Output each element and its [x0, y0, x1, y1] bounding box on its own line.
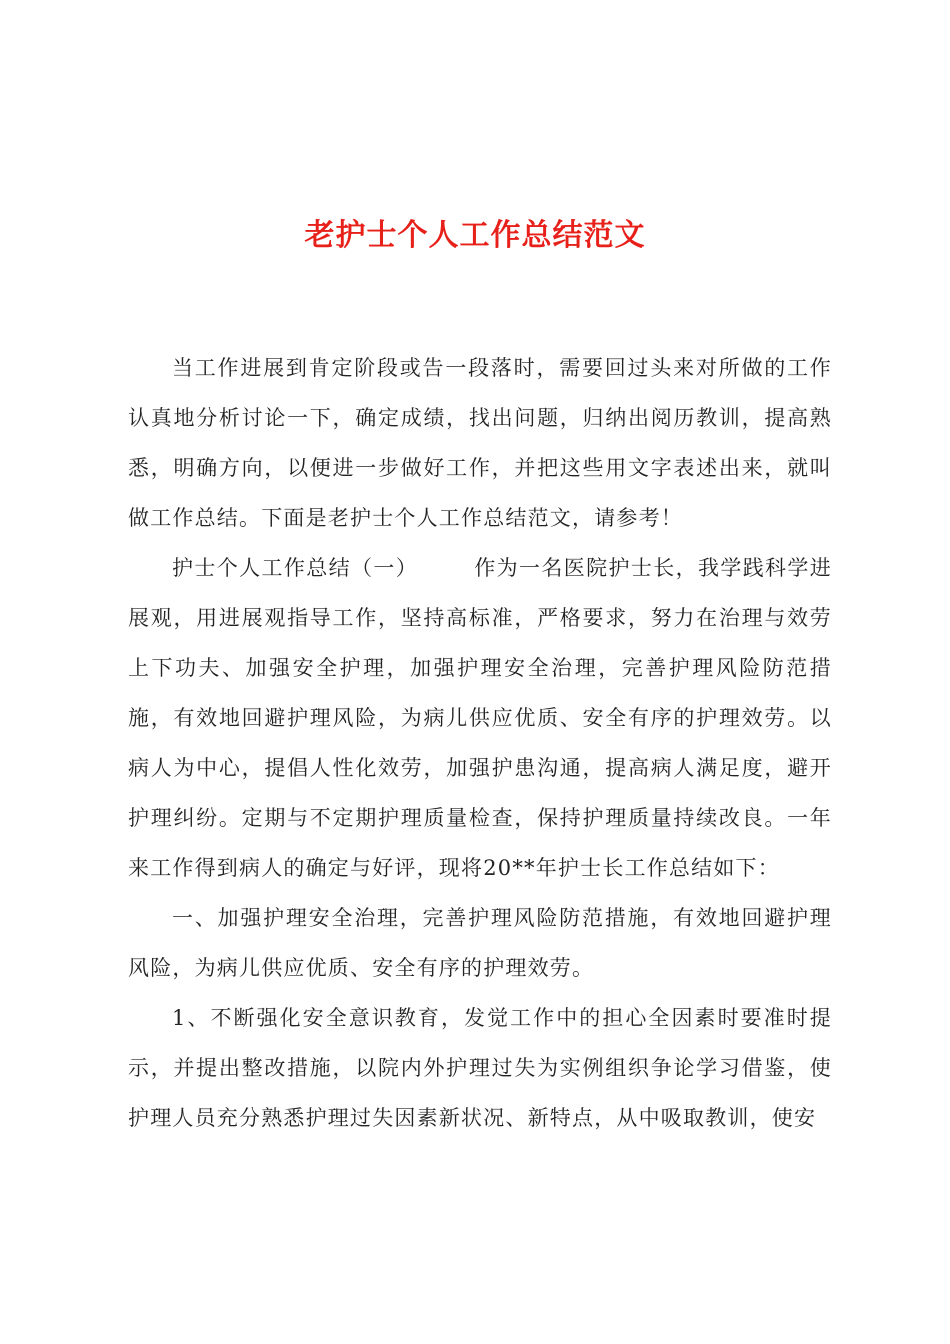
section1-paragraph — [128, 543, 832, 893]
document-body — [128, 343, 832, 1143]
item1-paragraph: 1、不断强化安全意识教育，发觉工作中的担心全因素时要准时提示，并提出整改措施，以院内外护理过失为实例组织争论学习借鉴，使护理人员充分熟悉护理过失因素新状况、新特点，从中吸取教训，使安 — [128, 1006, 832, 1130]
section1-text: 作为一名医院护士长，我学践科学进展观，用进展观指导工作，坚持高标准，严格要求，努力在治理与效劳上下功夫、加强安全护理，加强护理安全治理，完善护理风险防范措施，有效地回避护理风险，为病儿供应优质、安全有序的护理效劳。以病人为中心，提倡人性化效劳，加强护患沟通，提高病人满足度，避开护理纠纷。定期与不定期护理质量检查，保持护理质量持续改良。一年来工作得到病人的确定与好评，现将20**年护士长工作总结如下： — [128, 556, 832, 880]
intro-paragraph: 当工作进展到肯定阶段或告一段落时，需要回过头来对所做的工作认真地分析讨论一下，确定成绩，找出问题，归纳出阅历教训，提高熟悉，明确方向，以便进一步做好工作，并把这些用文字表述出来，就叫做工作总结。下面是老护士个人工作总结范文，请参考！ — [128, 356, 832, 530]
section1-heading: 护士个人工作总结（一） — [172, 556, 419, 580]
point1-paragraph: 一、加强护理安全治理，完善护理风险防范措施，有效地回避护理风险，为病儿供应优质、安全有序的护理效劳。 — [128, 906, 832, 980]
document-title: 老护士个人工作总结范文 — [304, 218, 646, 253]
